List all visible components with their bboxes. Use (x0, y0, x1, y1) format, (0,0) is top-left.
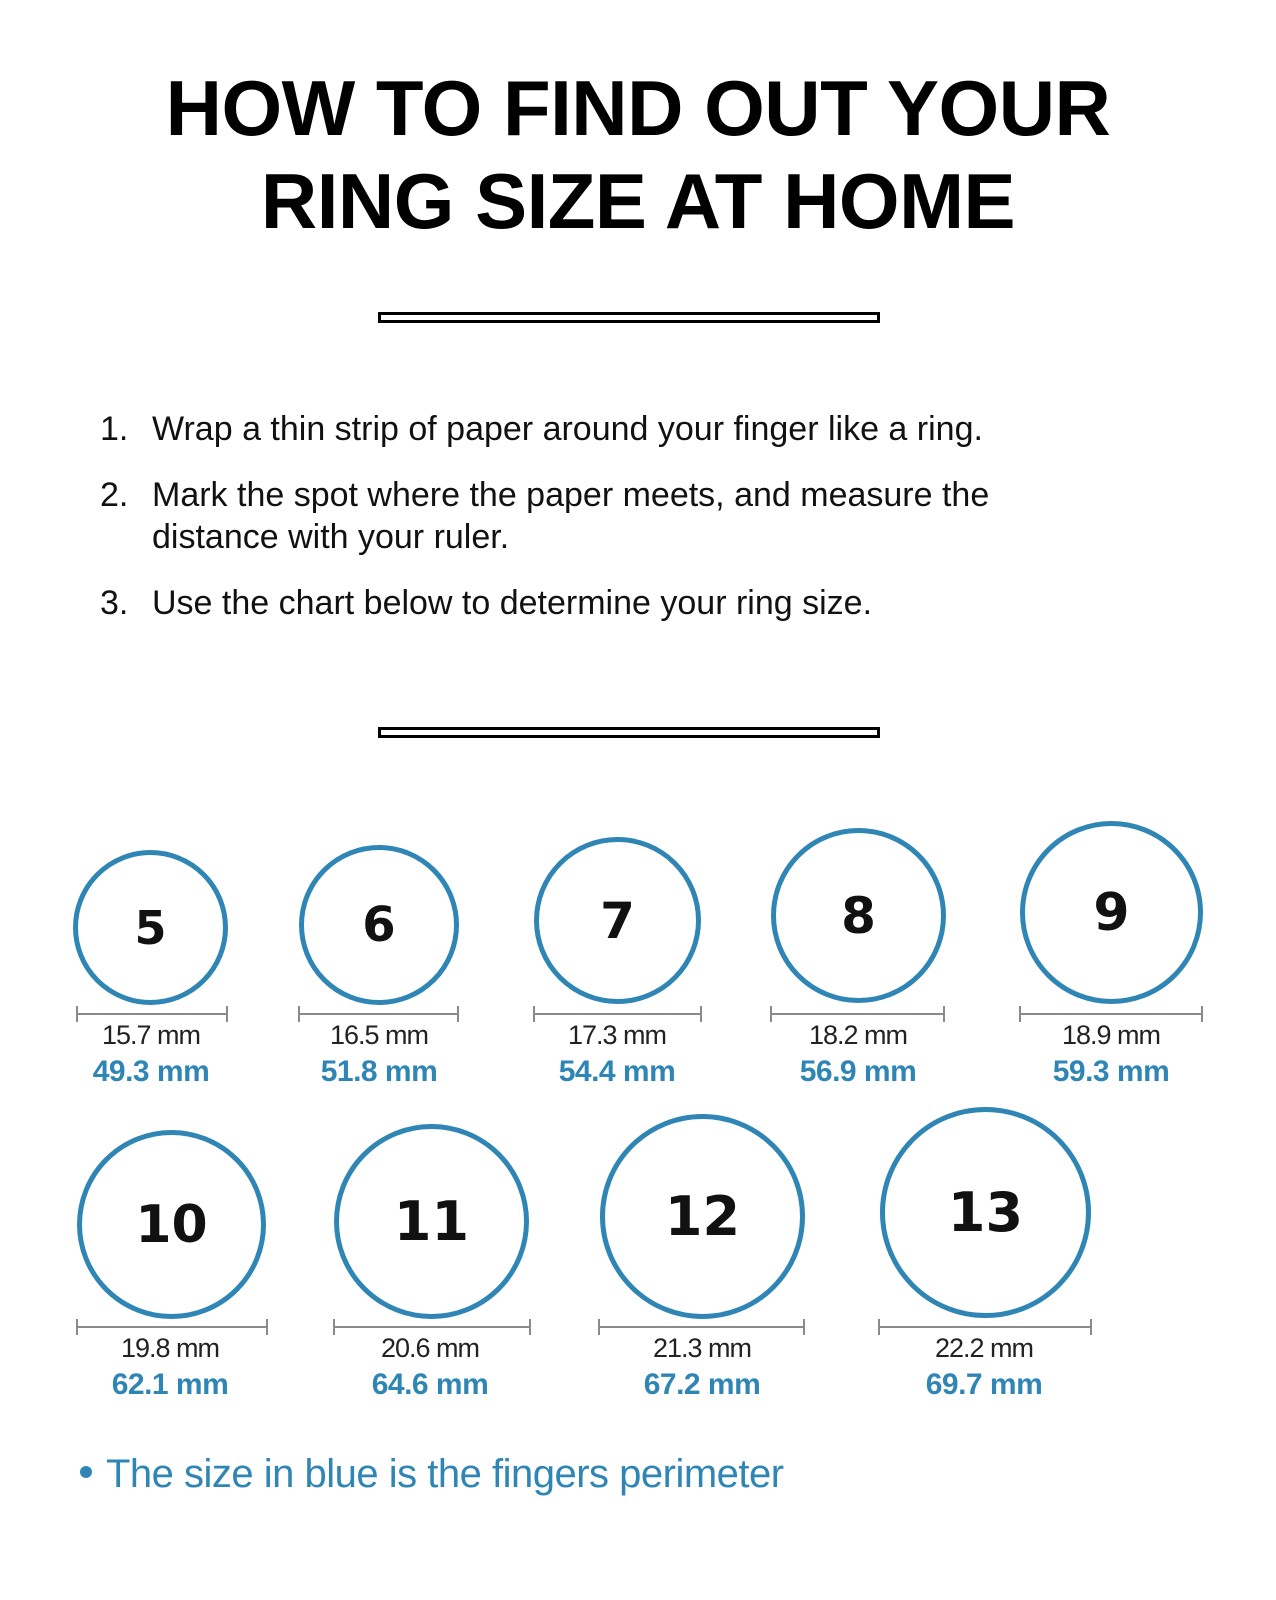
divider-bottom (378, 727, 880, 738)
step-number: 1. (100, 410, 129, 448)
page-title (0, 62, 1276, 248)
diameter-value: 17.3 mm (567, 1020, 667, 1050)
diameter-value: 19.8 mm (120, 1333, 220, 1363)
ring-size-label: 7 (600, 891, 635, 950)
diameter-bar (598, 1326, 805, 1328)
ring-size-label: 6 (362, 897, 396, 953)
step-number: 2. (100, 476, 129, 514)
perimeter-value: 67.2 mm (643, 1368, 761, 1401)
diameter-bar (1019, 1013, 1203, 1015)
bullet-icon (80, 1466, 92, 1478)
diameter-value: 16.5 mm (329, 1020, 429, 1050)
ring-circle-icon (299, 845, 459, 1005)
step-item (100, 408, 1200, 450)
ring-size-label: 12 (664, 1185, 741, 1248)
diameter-bar (770, 1013, 945, 1015)
ring-size-label: 8 (841, 886, 876, 945)
ring-circle-icon (77, 1130, 266, 1319)
title-line-1: HOW TO FIND OUT YOUR (165, 64, 1111, 152)
footnote-text: The size in blue is the fingers perimeter (106, 1452, 784, 1496)
instruction-list (100, 408, 1200, 648)
ring-circle-icon (73, 850, 228, 1005)
ring-size-label: 9 (1093, 882, 1130, 943)
ring-circle-icon (600, 1114, 805, 1319)
diameter-value: 18.9 mm (1061, 1020, 1161, 1050)
ring-circle-icon (771, 828, 946, 1003)
ring-circle-icon (1020, 821, 1203, 1004)
diameter-bar (533, 1013, 702, 1015)
diameter-value: 15.7 mm (101, 1020, 201, 1050)
title-line-2: RING SIZE AT HOME (260, 157, 1016, 245)
ring-size-label: 5 (134, 900, 167, 955)
ring-circle-icon (334, 1124, 529, 1319)
step-text: Mark the spot where the paper meets, and measure the distance with your ruler. (152, 476, 990, 556)
diameter-value: 20.6 mm (380, 1333, 480, 1363)
ring-circle-icon (880, 1107, 1091, 1318)
diameter-bar (333, 1326, 531, 1328)
diameter-bar (298, 1013, 459, 1015)
diameter-value: 18.2 mm (808, 1020, 908, 1050)
ring-circle-icon (534, 837, 701, 1004)
perimeter-value: 51.8 mm (320, 1055, 438, 1088)
perimeter-value: 59.3 mm (1052, 1055, 1170, 1088)
ring-size-label: 10 (135, 1194, 208, 1255)
diameter-bar (76, 1013, 228, 1015)
step-number: 3. (100, 584, 129, 622)
step-item (100, 582, 1200, 624)
diameter-bar (878, 1326, 1092, 1328)
perimeter-value: 62.1 mm (111, 1368, 229, 1401)
step-item (100, 474, 1112, 558)
footnote (80, 1452, 784, 1497)
step-text: Wrap a thin strip of paper around your finger like a ring. (152, 410, 983, 448)
perimeter-value: 49.3 mm (92, 1055, 210, 1088)
diameter-value: 22.2 mm (934, 1333, 1034, 1363)
perimeter-value: 54.4 mm (558, 1055, 676, 1088)
perimeter-value: 69.7 mm (925, 1368, 1043, 1401)
ring-size-label: 13 (947, 1181, 1024, 1244)
ring-size-label: 11 (393, 1190, 470, 1253)
step-text: Use the chart below to determine your ring size. (152, 584, 873, 622)
perimeter-value: 64.6 mm (371, 1368, 489, 1401)
diameter-value: 21.3 mm (652, 1333, 752, 1363)
perimeter-value: 56.9 mm (799, 1055, 917, 1088)
diameter-bar (76, 1326, 268, 1328)
divider-top (378, 312, 880, 323)
